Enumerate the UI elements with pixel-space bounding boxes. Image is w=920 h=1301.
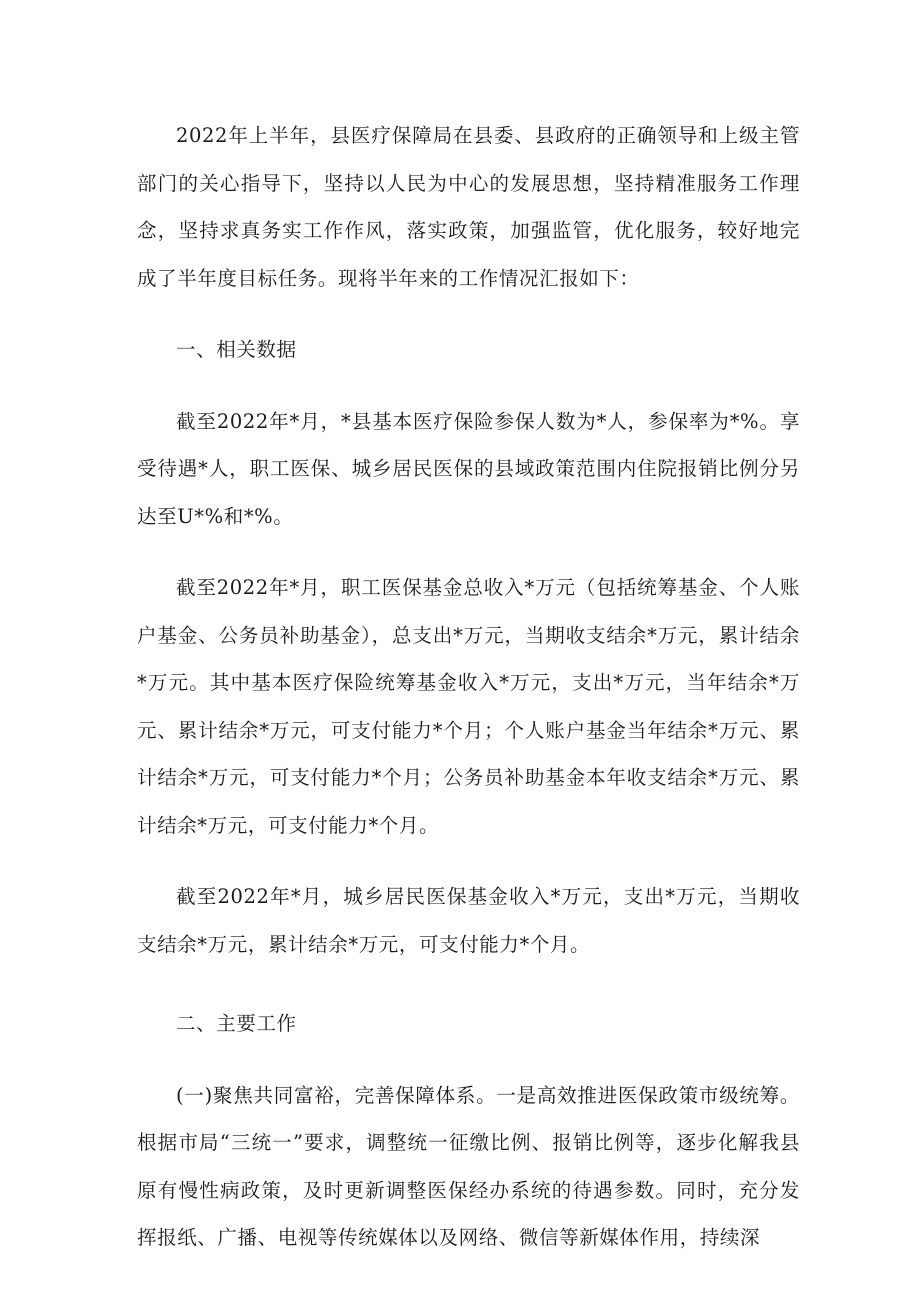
insurance-enrollment-paragraph: 截至2022年*月，*县基本医疗保险参保人数为*人，参保率为*%。享受待遇*人，职工医保、城乡居民医保的县域政策范围内住院报销比例分另达至U*%和*%。 [137,409,800,528]
section-heading-related-data: 一、相关数据 [176,338,297,361]
intro-paragraph: 2022年上半年，县医疗保障局在县委、县政府的正确领导和上级主管部门的关心指导下，坚持以人民为中心的发展思想，坚持精准服务工作理念，坚持求真务实工作作风，落实政策，加强监管，优化服务，较好地完成了半年度目标任务。现将半年来的工作情况汇报如下： [137,124,800,290]
resident-fund-paragraph: 截至2022年*月，城乡居民医保基金收入*万元，支出*万元，当期收支结余*万元，累计结余*万元，可支付能力*个月。 [137,885,800,956]
section-heading-main-work: 二、主要工作 [176,1012,297,1035]
main-work-paragraph: (一)聚焦共同富裕，完善保障体系。一是高效推进医保政策市级统筹。根据市局“三统一”要求，调整统一征缴比例、报销比例等，逐步化解我县原有慢性病政策，及时更新调整医保经办系统的待遇参数。同时，充分发挥报纸、广播、电视等传统媒体以及网络、微信等新媒体作用，持续深 [137,1083,800,1249]
employee-fund-paragraph: 截至2022年*月，职工医保基金总收入*万元（包括统筹基金、个人账户基金、公务员补助基金），总支出*万元，当期收支结余*万元，累计结余*万元。其中基本医疗保险统筹基金收入*万元，支出*万元，当年结余*万元、累计结余*万元，可支付能力*个月；个人账户基金当年结余*万元、累计结余*万元，可支付能力*个月；公务员补助基金本年收支结余*万元、累计结余*万元，可支付能力*个月。 [137,576,800,837]
document-page [137,112,800,1262]
